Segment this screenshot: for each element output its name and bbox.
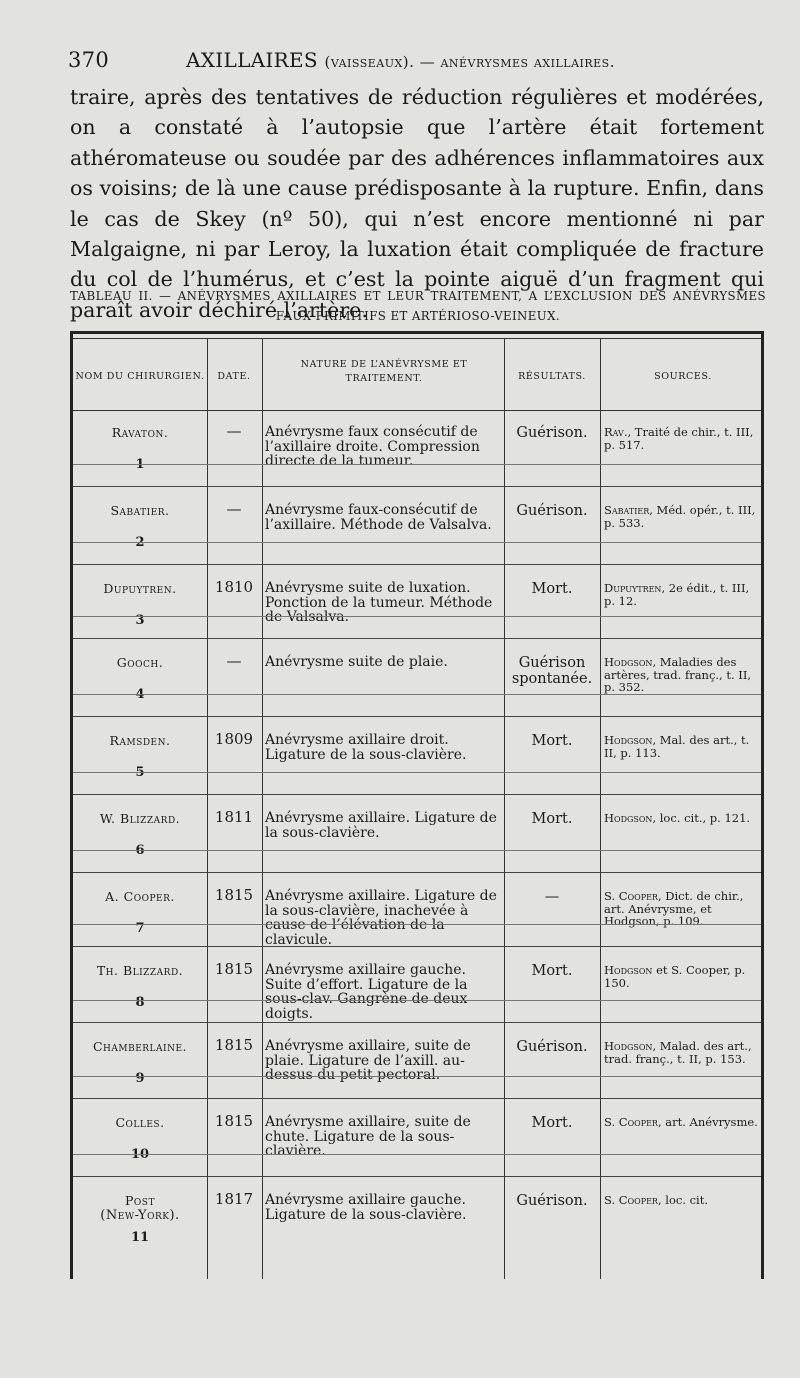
case-nature: Anévrysme axillaire, suite de chute. Ligature de la sous-clavière. [265,1114,471,1159]
table-caption [70,286,766,326]
surgeon-name: Dupuytren. [103,581,177,596]
surgeon-name: W. Blizzard. [99,811,181,826]
case-source [604,890,762,928]
case-nature: Anévrysme suite de luxation. Ponction de la tumeur. Méthode de Valsalva. [265,580,493,625]
case-number: 11 [130,1230,150,1245]
row-divider-faint [73,1076,761,1077]
case-result: Guérison. [516,503,588,519]
surgeon-name: Gooch. [116,655,164,670]
case-number: 3 [135,613,145,628]
table-inner-rule [73,338,761,339]
case-nature: Anévrysme axillaire. Ligature de la sous-clavière, inachevée à cause de l’élévation de la clavicule. [265,888,497,948]
case-source [604,734,762,759]
row-divider [73,564,761,565]
row-divider [73,1022,761,1023]
case-date: — [226,500,242,518]
surgeon-name: Chamberlaine. [92,1039,188,1054]
case-result: Mort. [531,963,573,979]
row-divider [73,1098,761,1099]
case-result: — [544,889,560,905]
running-title-sub: (vaisseaux). — anévrysmes axillaires. [324,53,615,71]
case-number: 10 [130,1147,150,1162]
table-caption-line1: TABLEAU II. — ANÉVRYSMES AXILLAIRES ET LEUR TRAITEMENT, A L’EXCLUSION DES ANÉVRYSMES [70,289,766,303]
case-result: Guérison. [516,425,588,441]
row-divider [73,872,761,873]
source-reference: , loc. cit., p. 121. [652,811,751,825]
running-header [68,44,768,78]
header-date: DATE. [217,371,251,382]
source-reference: , 2e édit., t. III, p. 12. [604,581,750,608]
case-date: 1810 [214,578,254,596]
source-author: S. Cooper [604,889,658,903]
row-divider [73,716,761,717]
row-divider [73,486,761,487]
column-divider [262,339,263,1279]
case-source [604,656,762,694]
case-number: 2 [135,535,145,550]
case-date: 1811 [214,808,254,826]
row-divider-faint [73,772,761,773]
case-nature: Anévrysme faux consécutif de l’axillaire droite. Compression directe de la tumeur. [265,424,480,469]
source-author: Hodgson [604,811,653,825]
case-date: 1817 [214,1190,254,1208]
aneurysm-table [70,331,764,1279]
running-title [186,48,615,72]
source-author: S. Cooper [604,1193,658,1207]
header-rule [73,410,761,411]
source-author: Dupuytren [604,581,662,595]
column-divider [600,339,601,1279]
source-reference: , Traité de chir., t. III, p. 517. [604,425,754,452]
case-date: — [226,652,242,670]
case-source [604,1194,762,1207]
case-result: Guérison. [516,1039,588,1055]
case-nature: Anévrysme axillaire, suite de plaie. Ligature de l’axill. au-dessus du petit pectoral. [265,1038,471,1083]
surgeon-name: Th. Blizzard. [96,963,184,978]
case-source [604,504,762,529]
running-title-main: AXILLAIRES [186,48,325,72]
column-divider [504,339,505,1279]
case-date: 1809 [214,730,254,748]
row-divider-faint [73,850,761,851]
source-reference: , Dict. de chir., art. Anévrysme, et Hodgson, p. 109. [604,889,744,928]
surgeon-name-sub: (New-York). [100,1207,180,1223]
header-sources: SOURCES. [654,371,712,382]
row-divider-faint [73,464,761,465]
case-date: 1815 [214,960,254,978]
source-reference: , art. Anévrysme. [657,1115,758,1129]
case-number: 9 [135,1071,145,1086]
case-result: Mort. [531,733,573,749]
source-author: Hodgson [604,1039,653,1053]
case-number: 4 [135,687,145,702]
case-nature: Anévrysme axillaire droit. Ligature de la sous-clavière. [265,732,467,763]
row-divider-faint [73,542,761,543]
case-result: Guérison spontanée. [511,655,593,687]
source-author: Hodgson [604,733,653,747]
body-paragraph-text: traire, après des tentatives de réduction régulières et modérées, on a constaté à l’autopsie que l’artère était fortement athéromateuse ou soudée par des adhérences inflammatoires aux os voisins; de là une cause prédisposante à la rupture. Enfin, dans le cas de Skey (nº 50), qui n’est encore mentionné ni par Malgaigne, ni par Leroy, la luxation était compliquée de fracture du col de l’humérus, et c’est la pointe aiguë d’un fragment qui paraît avoir déchiré l’artère. [70,85,764,322]
source-reference: , Maladies des artères, trad. franç., t. II, p. 352. [604,655,752,694]
case-number: 1 [135,457,145,472]
row-divider-faint [73,1154,761,1155]
case-source [604,964,762,989]
case-nature: Anévrysme suite de plaie. [265,654,448,670]
source-author: Rav. [604,425,628,439]
case-number: 5 [135,765,145,780]
case-nature: Anévrysme axillaire gauche. Suite d’effort. Ligature de la sous-clav. Gangrène de deux doigts. [265,962,468,1022]
table-caption-line2: FAUX PRIMITIFS ET ARTÉRIOSO-VEINEUX. [275,309,561,323]
row-divider [73,794,761,795]
surgeon-name: Sabatier. [110,503,170,518]
case-date: — [226,422,242,440]
surgeon-name: Colles. [115,1115,165,1130]
case-source [604,582,762,607]
surgeon-name [75,1194,205,1223]
case-result: Mort. [531,1115,573,1131]
row-divider-faint [73,1000,761,1001]
header-nature: NATURE DE L’ANÉVRYSME ET TRAITEMENT. [300,359,468,384]
case-date: 1815 [214,1112,254,1130]
source-reference: , Méd. opér., t. III, p. 533. [604,503,756,530]
case-number: 7 [135,921,145,936]
case-nature: Anévrysme faux-consécutif de l’axillaire. Méthode de Valsalva. [265,502,492,533]
row-divider-faint [73,924,761,925]
source-reference: , Mal. des art., t. II, p. 113. [604,733,750,760]
page-number: 370 [68,48,109,72]
source-reference: , Malad. des art., trad. franç., t. II, p. 153. [604,1039,752,1066]
case-date: 1815 [214,886,254,904]
row-divider [73,638,761,639]
source-reference: , loc. cit. [657,1193,709,1207]
row-divider-faint [73,616,761,617]
case-date: 1815 [214,1036,254,1054]
surgeon-name-main: Post [125,1193,155,1208]
case-number: 8 [135,995,145,1010]
header-surgeon: NOM DU CHIRURGIEN. [75,371,205,382]
row-divider [73,946,761,947]
case-nature: Anévrysme axillaire gauche. Ligature de la sous-clavière. [265,1192,467,1223]
case-result: Mort. [531,811,573,827]
source-author: Hodgson [604,655,653,669]
case-source [604,1116,762,1129]
surgeon-name: Ravaton. [111,425,169,440]
case-source [604,1040,762,1065]
row-divider [73,1176,761,1177]
column-divider [207,339,208,1279]
case-nature: Anévrysme axillaire. Ligature de la sous-clavière. [265,810,497,841]
case-source [604,426,762,451]
source-author: Hodgson [604,963,653,977]
case-result: Mort. [531,581,573,597]
source-reference: et S. Cooper, p. 150. [604,963,746,990]
surgeon-name: A. Cooper. [105,889,175,904]
surgeon-name: Ramsden. [109,733,171,748]
source-author: S. Cooper [604,1115,658,1129]
case-result: Guérison. [516,1193,588,1209]
row-divider-faint [73,694,761,695]
source-author: Sabatier [604,503,650,517]
case-number: 6 [135,843,145,858]
header-results: RÉSULTATS. [518,371,586,382]
case-source [604,812,762,825]
